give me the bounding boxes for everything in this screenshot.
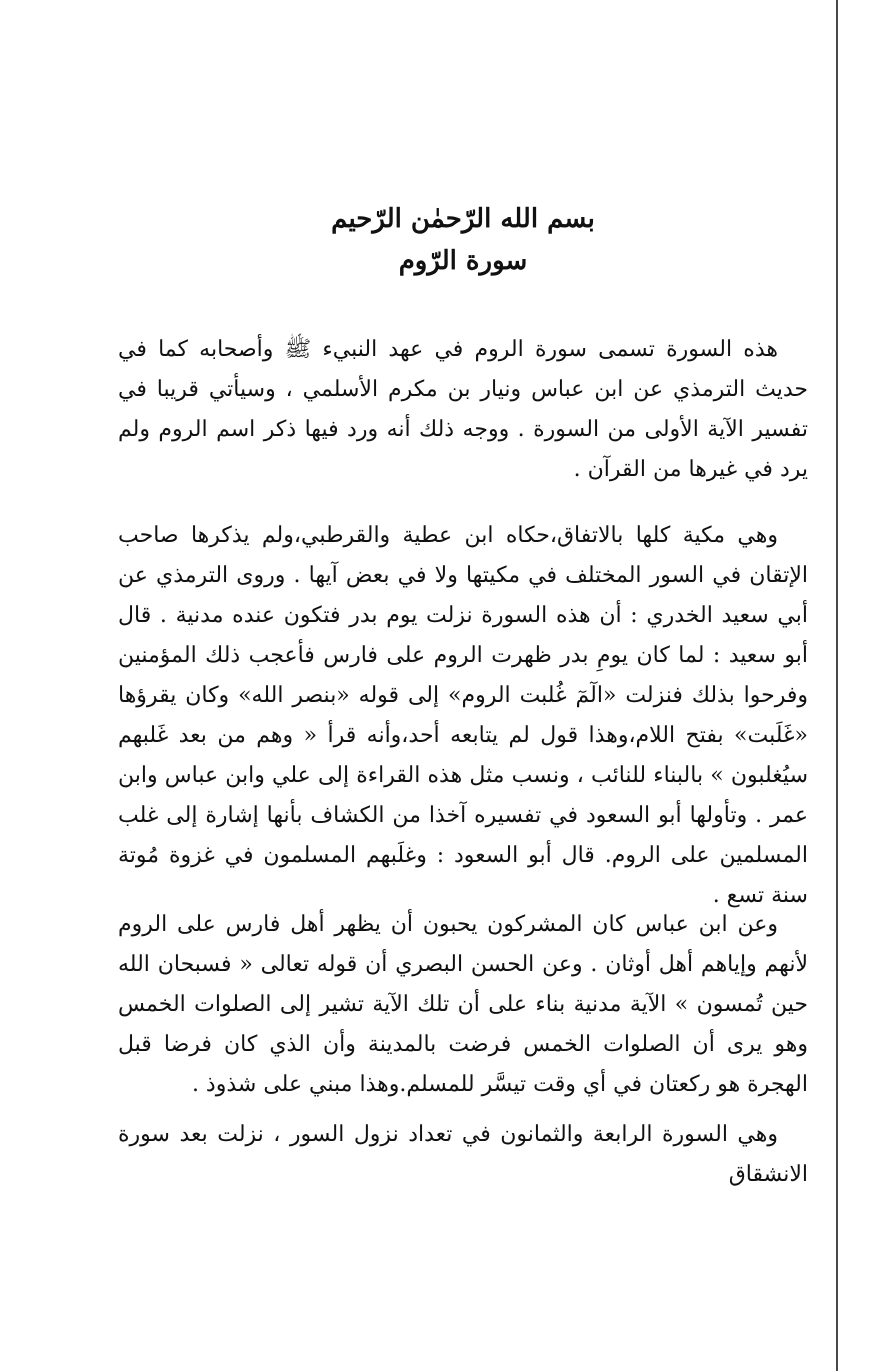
surah-title: سورة الرّوم <box>398 246 528 276</box>
paragraph-revelation-order: وهي السورة الرابعة والثمانون في تعداد نزول السور ، نزلت بعد سورة الانشقاق <box>118 1122 808 1187</box>
paragraph-ibn-abbas: وعن ابن عباس كان المشركون يحبون أن يظهر أهل فارس على الروم لأنهم وإياهم أهل أوثان . وعن الحسن البصري أن قوله تعالى « فسبحان الله حين تُمسون » الآية مدنية بناء على أن تلك الآية تشير إلى الصلوات الخمس وهو يرى أن الصلوات الخمس فرضت بالمدينة وأن الذي كان فرضا قبل الهجرة هو ركعتان في أي وقت تيسَّر للمسلم.وهذا مبني على شذوذ . <box>118 912 808 1097</box>
basmala-heading: بسم الله الرّحمٰن الرّحيم <box>331 204 595 234</box>
paragraph-surah-name: هذه السورة تسمى سورة الروم في عهد النبيء ﷺ وأصحابه كما في حديث الترمذي عن ابن عباس ونيار بن مكرم الأسلمي ، وسيأتي قريبا في تفسير الآية الأولى من السورة . ووجه ذلك أنه ورد فيها ذكر اسم الروم ولم يرد في غيرها من القرآن . <box>118 337 808 482</box>
page-edge-line <box>836 0 838 1371</box>
paragraph-makki-status: وهي مكية كلها بالاتفاق،حكاه ابن عطية والقرطبي،ولم يذكرها صاحب الإتقان في السور المختلف في مكيتها ولا في بعض آيها . وروى الترمذي عن أبي سعيد الخدري : أن هذه السورة نزلت يوم بدر فتكون عنده مدنية . قال أبو سعيد : لما كان يومِ بدر ظهرت الروم على فارس فأعجب ذلك المؤمنين وفرحوا بذلك فنزلت «الٓمٓ غُلبت الروم» إلى قوله «بنصر الله» وكان يقرؤها «غَلَبت» بفتح اللام،وهذا قول لم يتابعه أحد،وأنه قرأ « وهم من بعد غَلبهم سيُغلبون » بالبناء للنائب ، ونسب مثل هذه القراءة إلى علي وابن عباس وابن عمر . وتأولها أبو السعود في تفسيره آخذا من الكشاف بأنها إشارة إلى غلب المسلمين على الروم. قال أبو السعود : وغلَبهم المسلمون في غزوة مُوتة سنة تسع . <box>118 523 808 908</box>
